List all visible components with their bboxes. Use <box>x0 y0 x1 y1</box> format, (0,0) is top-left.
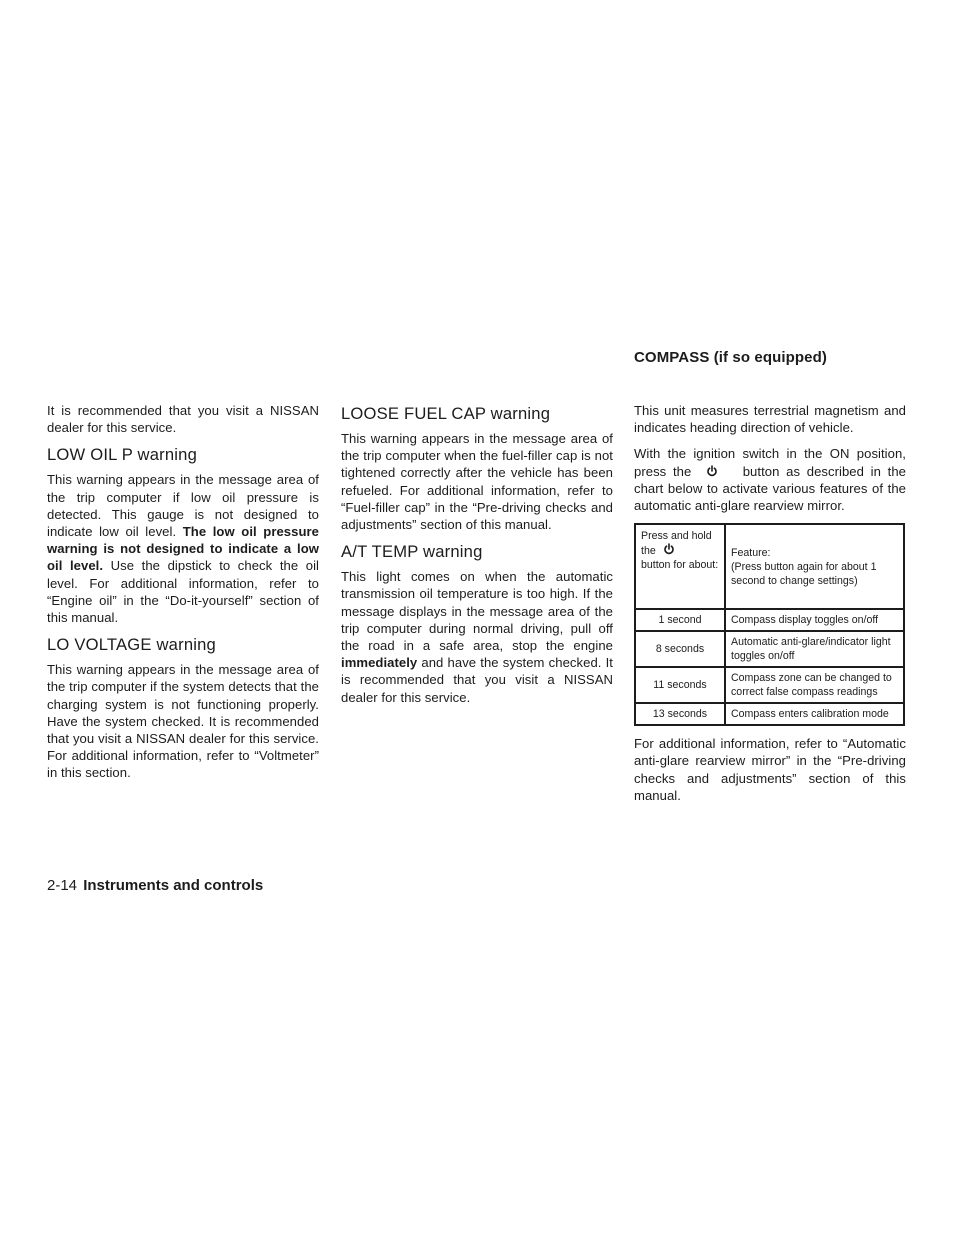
page-footer <box>47 877 263 894</box>
lo-voltage-warning-title: LO VOLTAGE warning <box>47 635 216 655</box>
compass-instructions-b: button as described in the chart below to activate various features of the automatic anti-glare rearview mirror. <box>634 463 906 514</box>
table-row <box>635 631 904 667</box>
middle-column <box>341 402 613 715</box>
compass-intro-paragraph: This unit measures terrestrial magnetism and indicates heading direction of vehicle. <box>634 403 906 436</box>
table-cell-feature: Automatic anti-glare/indicator light toggles on/off <box>725 631 904 667</box>
low-oil-text-b: Use the dipstick to check the oil level. For additional information, refer to “Engine oil” in the “Do-it-yourself” section of this manual. <box>47 558 319 626</box>
at-temp-text-b: and have the system checked. It is recommended that you visit a NISSAN dealer for this service. <box>341 655 613 705</box>
lo-voltage-warning-text: This warning appears in the message area of the trip computer if the system detects that the charging system is not functioning properly. Have the system checked. It is recommended that you visit a NISSAN dealer for this service. For additional information, refer to “Voltmeter” in this section. <box>47 662 319 781</box>
low-oil-warning-text <box>47 471 319 626</box>
table-row <box>635 609 904 631</box>
power-icon <box>706 464 725 479</box>
table-cell-time: 1 second <box>635 609 725 631</box>
low-oil-warning-title: LOW OIL P warning <box>47 445 198 465</box>
table-cell-feature: Compass zone can be changed to correct false compass readings <box>725 667 904 703</box>
compass-instructions-a: With the ignition switch in the ON position, press the <box>634 446 906 479</box>
table-cell-time: 11 seconds <box>635 667 725 703</box>
header-time-a: Press and hold the <box>641 530 712 558</box>
table-row <box>635 703 904 725</box>
compass-instructions-paragraph <box>634 445 906 514</box>
compass-reference-paragraph: For additional information, refer to “Automatic anti-glare rearview mirror” in the “Pre-driving checks and adjustments” section of this manual. <box>634 736 906 803</box>
section-name: Instruments and controls <box>83 877 264 894</box>
at-temp-text-a: This light comes on when the automatic transmission oil temperature is too high. If the message displays in the message area of the trip computer during normal driving, pull off the road in a safe area, stop the engine <box>341 569 613 654</box>
table-cell-time: 13 seconds <box>635 703 725 725</box>
power-icon <box>659 545 675 557</box>
at-temp-bold: immediately <box>341 655 418 671</box>
at-temp-text <box>341 568 613 706</box>
intro-paragraph: It is recommended that you visit a NISSAN dealer for this service. <box>47 403 319 436</box>
low-oil-bold-note: The low oil pressure warning is not designed to indicate a low oil level. <box>47 524 319 574</box>
at-temp-title: A/T TEMP warning <box>341 542 483 562</box>
header-feature-b: (Press button again for about 1 second to change settings) <box>731 560 877 587</box>
table-row <box>635 667 904 703</box>
table-cell-feature: Compass enters calibration mode <box>725 703 904 725</box>
page-number: 2-14 <box>47 877 78 894</box>
loose-fuel-cap-text: This warning appears in the message area of the trip computer when the fuel-filler cap is not tightened correctly after the vehicle has been refueled. For additional information, refer to “Fuel-filler cap” in the “Pre-driving checks and adjustments” section of this manual. <box>341 431 613 533</box>
compass-feature-table <box>634 523 905 726</box>
table-cell-time: 8 seconds <box>635 631 725 667</box>
header-cell-time <box>635 524 725 609</box>
header-cell-feature <box>725 524 904 609</box>
compass-heading: COMPASS (if so equipped) <box>634 349 827 366</box>
table-cell-feature: Compass display toggles on/off <box>725 609 904 631</box>
low-oil-text-a: This warning appears in the message area of the trip computer if low oil pressure is detected. This gauge is not designed to indicate low oil level. <box>47 472 319 540</box>
left-column <box>47 402 319 791</box>
header-feature-a: Feature: <box>731 546 771 559</box>
right-column <box>634 402 906 813</box>
loose-fuel-cap-title: LOOSE FUEL CAP warning <box>341 404 551 423</box>
table-header-row <box>635 524 904 609</box>
header-time-b: button for about: <box>641 559 719 572</box>
